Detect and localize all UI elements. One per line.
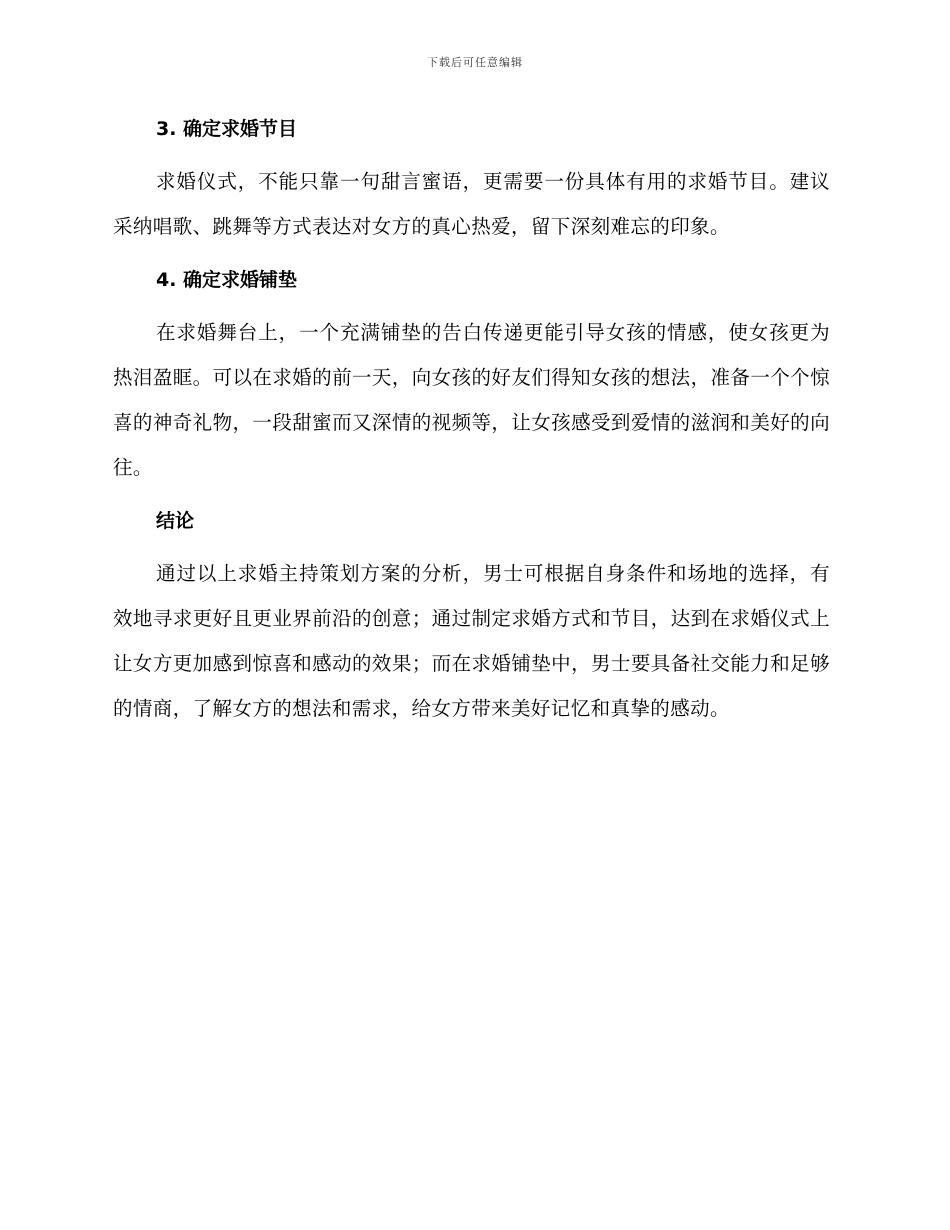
section-paragraph-conclusion: 通过以上求婚主持策划方案的分析，男士可根据自身条件和场地的选择，有效地寻求更好且更业界前沿的创意；通过制定求婚方式和节目，达到在求婚仪式上让女方更加感到惊喜和感动的效果；而在求婚铺垫中，男士要具备社交能力和足够的情商，了解女方的想法和需求，给女方带来美好记忆和真挚的感动。 [113,562,830,720]
section-heading-buildup: 4. 确定求婚铺垫 [156,269,298,291]
page-header: 下载后可任意编辑 [427,56,523,69]
section-paragraph-program: 求婚仪式，不能只靠一句甜言蜜语，更需要一份具体有用的求婚节目。建议采纳唱歌、跳舞等方式表达对女方的真心热爱，留下深刻难忘的印象。 [113,170,830,238]
section-heading-program: 3. 确定求婚节目 [156,118,298,140]
section-paragraph-buildup: 在求婚舞台上，一个充满铺垫的告白传递更能引导女孩的情感，使女孩更为热泪盈眶。可以在求婚的前一天，向女孩的好友们得知女孩的想法，准备一个个惊喜的神奇礼物，一段甜蜜而又深情的视频等，让女孩感受到爱情的滋润和美好的向往。 [113,321,830,479]
section-heading-conclusion: 结论 [156,510,195,532]
document-body [113,112,830,731]
